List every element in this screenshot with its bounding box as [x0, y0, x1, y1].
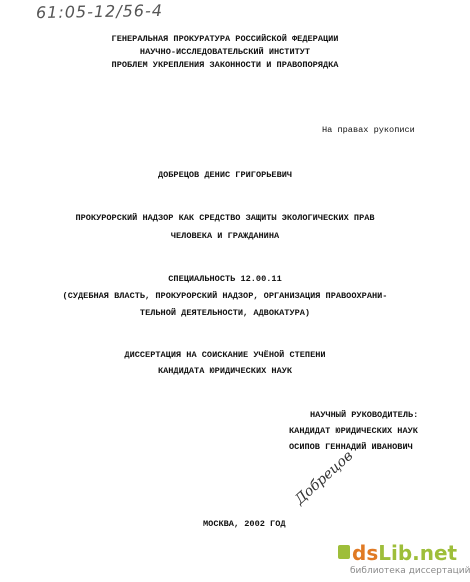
watermark-logo-left: ds [352, 541, 379, 565]
watermark-logo [352, 541, 457, 565]
supervisor-rank: КАНДИДАТ ЮРИДИЧЕСКИХ НАУК [289, 426, 418, 436]
dslib-watermark [290, 535, 470, 581]
institution-line-2: НАУЧНО-ИССЛЕДОВАТЕЛЬСКИЙ ИНСТИТУТ [139, 47, 311, 57]
institution-line-3: ПРОБЛЕМ УКРЕПЛЕНИЯ ЗАКОННОСТИ И ПРАВОПОРЯДКА [111, 60, 339, 70]
specialty-code: СПЕЦИАЛЬНОСТЬ 12.00.11 [168, 274, 282, 284]
watermark-logo-right: Lib.net [378, 541, 458, 565]
institution-line-1: ГЕНЕРАЛЬНАЯ ПРОКУРАТУРА РОССИЙСКОЙ ФЕДЕРАЦИИ [111, 34, 339, 44]
author-name: ДОБРЕЦОВ ДЕНИС ГРИГОРЬЕВИЧ [157, 170, 293, 180]
degree-line-2: КАНДИДАТА ЮРИДИЧЕСКИХ НАУК [157, 366, 293, 376]
degree-line-1: ДИССЕРТАЦИЯ НА СОИСКАНИЕ УЧЁНОЙ СТЕПЕНИ [124, 350, 326, 360]
supervisor-name: ОСИПОВ ГЕННАДИЙ ИВАНОВИЧ [289, 442, 413, 452]
handwritten-signature: Добрецов [292, 447, 357, 508]
title-line-2: ЧЕЛОВЕКА И ГРАЖДАНИНА [170, 231, 280, 241]
manuscript-rights-note: На правах рукописи [322, 125, 415, 135]
specialty-description-2: ТЕЛЬНОЙ ДЕЯТЕЛЬНОСТИ, АДВОКАТУРА) [139, 308, 311, 318]
watermark-subtitle: библиотека диссертаций [350, 566, 470, 576]
supervisor-label: НАУЧНЫЙ РУКОВОДИТЕЛЬ: [310, 410, 419, 420]
place-and-year: МОСКВА, 2002 ГОД [203, 519, 286, 529]
book-icon [338, 545, 350, 559]
title-line-1: ПРОКУРОРСКИЙ НАДЗОР КАК СРЕДСТВО ЗАЩИТЫ ЭКОЛОГИЧЕСКИХ ПРАВ [75, 213, 375, 223]
handwritten-catalog-number: 61:05-12/56-4 [35, 0, 164, 23]
specialty-description-1: (СУДЕБНАЯ ВЛАСТЬ, ПРОКУРОРСКИЙ НАДЗОР, ОРГАНИЗАЦИЯ ПРАВООХРАНИ- [62, 291, 388, 301]
